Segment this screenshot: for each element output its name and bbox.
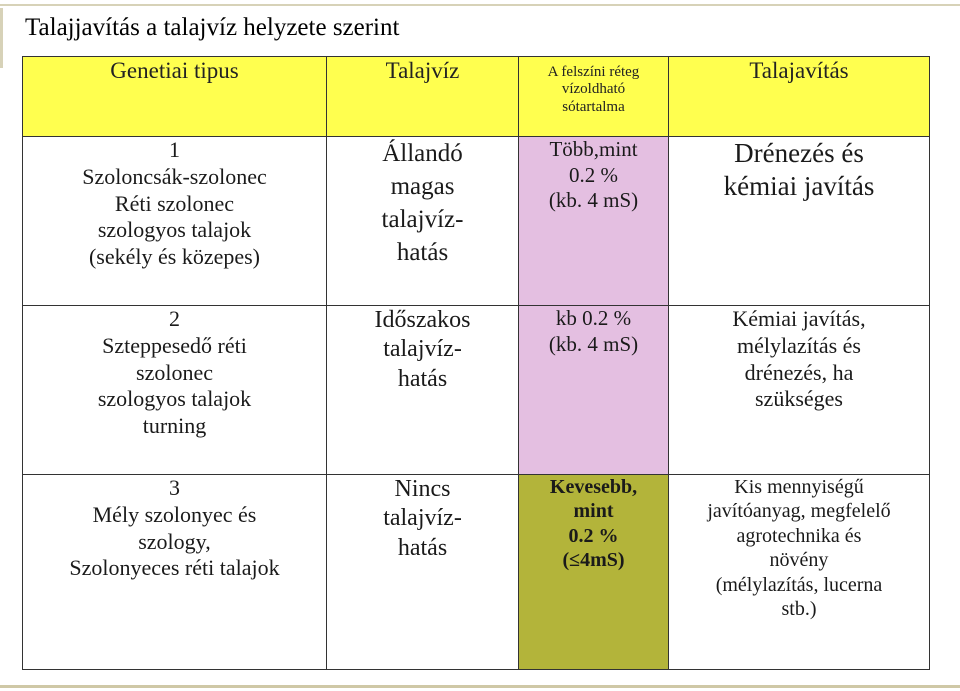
cell-line: mint	[573, 500, 614, 523]
cell-line: mélylazítás és	[736, 332, 861, 358]
soil-improvement-table	[22, 56, 930, 670]
header-salt-line: A felszíni réteg	[547, 64, 640, 80]
cell-line: Állandó	[382, 140, 463, 167]
cell-improvement	[669, 475, 930, 670]
cell-line: Kémiai javítás,	[732, 306, 866, 331]
cell-line: szükséges	[755, 386, 843, 412]
table-header-row	[23, 57, 930, 137]
cell-line: talajvíz-	[381, 206, 464, 233]
cell-line: Drénezés és	[734, 138, 864, 168]
cell-line: szologyos talajok	[97, 217, 252, 243]
cell-line: drénezés, ha	[744, 359, 854, 385]
cell-line: kb 0.2 %	[555, 306, 632, 330]
cell-line: szolonec	[136, 359, 213, 385]
header-salt-line: sótartalma	[562, 98, 625, 115]
cell-line: magas	[390, 173, 455, 200]
cell-salt-content	[519, 137, 669, 306]
cell-line: 2	[169, 306, 180, 331]
cell-line: (mélylazítás, lucerna	[715, 573, 883, 596]
cell-line: hatás	[397, 534, 448, 561]
cell-line: hatás	[397, 365, 448, 392]
cell-line: Időszakos	[374, 307, 471, 333]
cell-line: Kis mennyiségű	[734, 476, 864, 498]
header-groundwater: Talajvíz	[327, 57, 519, 137]
header-salt-line: vízoldható	[561, 81, 626, 98]
cell-improvement	[669, 137, 930, 306]
cell-line: Réti szolonec	[114, 190, 235, 216]
cell-line: (≤4mS)	[562, 549, 625, 572]
cell-line: Szoloncsák-szolonec	[82, 163, 267, 189]
cell-genetic-type	[23, 306, 327, 475]
cell-line: szologyos talajok	[97, 386, 252, 412]
header-salt-content	[519, 57, 669, 137]
cell-line: 0.2 %	[569, 162, 618, 187]
cell-salt-content	[519, 475, 669, 670]
cell-groundwater	[327, 475, 519, 670]
cell-line: növény	[769, 549, 829, 572]
cell-line: 1	[169, 137, 180, 162]
cell-genetic-type	[23, 475, 327, 670]
cell-line: stb.)	[781, 597, 817, 620]
cell-genetic-type	[23, 137, 327, 306]
cell-groundwater	[327, 306, 519, 475]
bottom-decorative-line	[0, 685, 960, 688]
cell-line: Nincs	[394, 476, 451, 502]
cell-line: talajvíz-	[383, 336, 462, 363]
cell-line: (sekély és közepes)	[88, 244, 261, 270]
cell-line: Szolonyeces réti talajok	[69, 555, 280, 581]
left-decorative-line	[0, 8, 3, 68]
cell-salt-content	[519, 306, 669, 475]
cell-line: kémiai javítás	[723, 170, 875, 201]
top-decorative-line	[0, 4, 960, 6]
cell-line: Kevesebb,	[549, 476, 638, 498]
table-row	[23, 475, 930, 670]
cell-line: (kb. 4 mS)	[548, 188, 639, 213]
page-title: Talajjavítás a talajvíz helyzete szerint	[25, 14, 400, 41]
cell-line: talajvíz-	[383, 505, 462, 532]
cell-line: Több,mint	[549, 137, 638, 161]
cell-line: hatás	[396, 239, 449, 266]
cell-line: 0.2 %	[568, 524, 619, 547]
table-row	[23, 137, 930, 306]
cell-line: 3	[169, 475, 180, 500]
cell-line: Szteppesedő réti	[102, 332, 247, 358]
cell-line: szology,	[138, 528, 211, 554]
cell-line: Mély szolonyec és	[92, 501, 257, 527]
cell-line: (kb. 4 mS)	[548, 331, 639, 356]
cell-groundwater	[327, 137, 519, 306]
table-row	[23, 306, 930, 475]
cell-line: agrotechnika és	[736, 524, 862, 547]
cell-line: javítóanyag, megfelelő	[707, 500, 891, 523]
header-genetic-type: Genetiai tipus	[23, 57, 327, 137]
cell-improvement	[669, 306, 930, 475]
cell-line: turning	[142, 413, 207, 439]
header-improvement: Talajavítás	[669, 57, 930, 137]
